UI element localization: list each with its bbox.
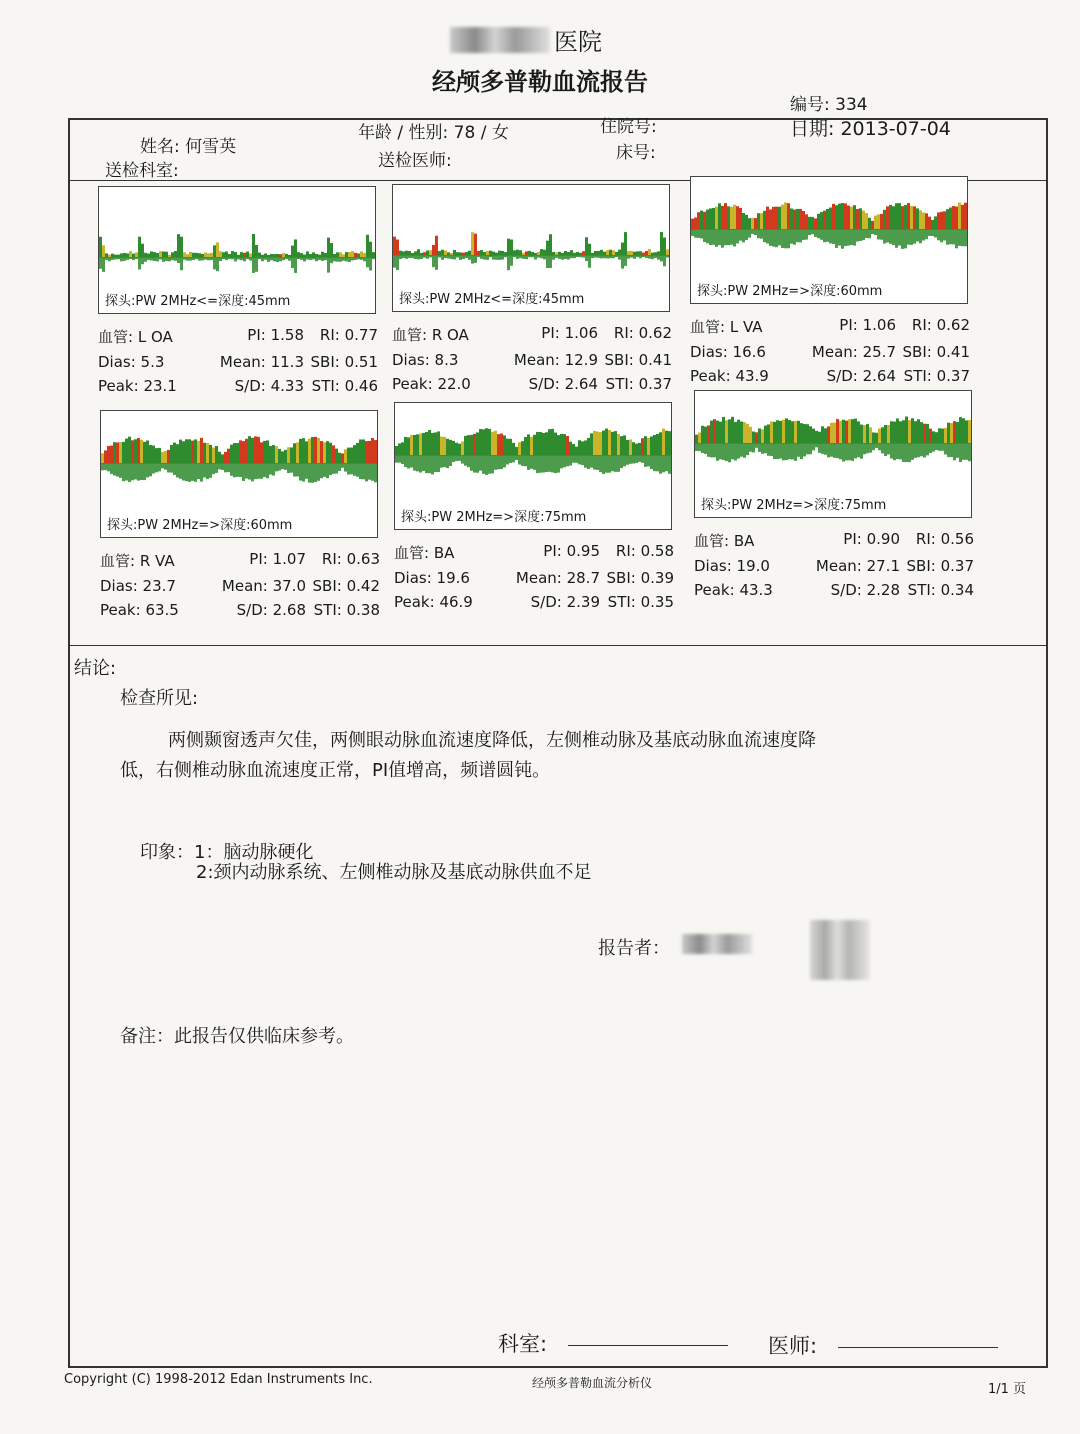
sbi-value: SBI: 0.42 xyxy=(312,577,380,595)
sd-value: S/D: 2.39 xyxy=(530,593,600,611)
measurements xyxy=(98,326,378,395)
impression-1: 1：脑动脉硬化 xyxy=(194,842,314,863)
hospital-suffix: 医院 xyxy=(554,28,602,56)
sti-value: STI: 0.35 xyxy=(607,593,674,611)
measurements xyxy=(100,550,380,619)
dias-value: Dias: 23.7 xyxy=(100,577,176,595)
doppler-waveform xyxy=(100,410,378,538)
vessel-panel xyxy=(100,410,380,619)
doppler-waveform xyxy=(690,176,968,304)
sd-value: S/D: 2.64 xyxy=(826,367,896,385)
findings-line-1: 两侧颞窗透声欠佳，两侧眼动脉血流速度降低，左侧椎动脉及基底动脉血流速度降 xyxy=(168,730,816,751)
dias-value: Dias: 5.3 xyxy=(98,353,165,371)
dept-field: 送检科室: xyxy=(105,161,179,181)
pi-value: PI: 1.06 xyxy=(541,324,598,342)
peak-value: Peak: 43.3 xyxy=(694,581,773,599)
vessel-name: 血管: R VA xyxy=(100,552,175,570)
sd-value: S/D: 4.33 xyxy=(234,377,304,395)
vessel-panel xyxy=(392,184,672,393)
probe-info: 探头:PW 2MHz<=深度:45mm xyxy=(105,294,291,309)
mean-value: Mean: 11.3 xyxy=(219,353,304,371)
probe-info: 探头:PW 2MHz=>深度:75mm xyxy=(701,498,887,513)
ri-value: RI: 0.56 xyxy=(915,530,974,548)
sbi-value: SBI: 0.41 xyxy=(902,343,970,361)
sbi-value: SBI: 0.39 xyxy=(606,569,674,587)
probe-info: 探头:PW 2MHz<=深度:45mm xyxy=(399,292,585,307)
mean-value: Mean: 28.7 xyxy=(515,569,600,587)
findings-line-2: 低，右侧椎动脉血流速度正常，PI值增高，频谱圆钝。 xyxy=(120,760,551,781)
note: 备注：此报告仅供临床参考。 xyxy=(120,1026,354,1047)
pi-value: PI: 1.06 xyxy=(839,316,896,334)
pi-value: PI: 1.58 xyxy=(247,326,304,344)
doppler-waveform xyxy=(394,402,672,530)
doppler-waveform xyxy=(392,184,670,312)
vessel-panel xyxy=(394,402,674,611)
vessel-name: 血管: BA xyxy=(394,544,455,562)
report-date-field: 日期: 2013-07-04 xyxy=(790,118,951,140)
sti-value: STI: 0.38 xyxy=(313,601,380,619)
sd-value: S/D: 2.64 xyxy=(528,375,598,393)
sti-value: STI: 0.37 xyxy=(605,375,672,393)
report-number-field: 编号: 334 xyxy=(790,95,868,115)
sti-value: STI: 0.34 xyxy=(907,581,974,599)
peak-value: Peak: 23.1 xyxy=(98,377,177,395)
measurements xyxy=(394,542,674,611)
dias-value: Dias: 19.0 xyxy=(694,557,770,575)
measurements xyxy=(690,316,970,385)
age-sex-field: 年龄 / 性别: 78 / 女 xyxy=(358,123,509,143)
mean-value: Mean: 25.7 xyxy=(811,343,896,361)
findings-label: 检查所见: xyxy=(120,688,199,709)
ri-value: RI: 0.58 xyxy=(615,542,674,560)
sbi-value: SBI: 0.41 xyxy=(604,351,672,369)
vessel-name: 血管: L VA xyxy=(690,318,763,336)
hospital-name xyxy=(450,22,602,57)
dias-value: Dias: 8.3 xyxy=(392,351,459,369)
ri-value: RI: 0.77 xyxy=(319,326,378,344)
report-title: 经颅多普勒血流报告 xyxy=(432,67,648,96)
conclusion-label: 结论: xyxy=(74,658,117,679)
vessel-panel xyxy=(690,176,970,385)
referring-doctor-field: 送检医师: xyxy=(378,151,452,171)
ri-value: RI: 0.62 xyxy=(911,316,970,334)
peak-value: Peak: 63.5 xyxy=(100,601,179,619)
peak-value: Peak: 46.9 xyxy=(394,593,473,611)
probe-info: 探头:PW 2MHz=>深度:60mm xyxy=(107,518,293,533)
dias-value: Dias: 19.6 xyxy=(394,569,470,587)
impression-2: 2:颈内动脉系统、左侧椎动脉及基底动脉供血不足 xyxy=(196,862,592,883)
ri-value: RI: 0.62 xyxy=(613,324,672,342)
vessel-name: 血管: L OA xyxy=(98,328,173,346)
probe-info: 探头:PW 2MHz=>深度:60mm xyxy=(697,284,883,299)
sbi-value: SBI: 0.51 xyxy=(310,353,378,371)
mean-value: Mean: 12.9 xyxy=(513,351,598,369)
measurements xyxy=(392,324,672,393)
page-number: 1/1 页 xyxy=(988,1382,1027,1397)
vessel-panel xyxy=(694,390,974,599)
probe-info: 探头:PW 2MHz=>深度:75mm xyxy=(401,510,587,525)
patient-name-field: 姓名: 何雪英 xyxy=(140,137,237,157)
pi-value: PI: 0.90 xyxy=(843,530,900,548)
device-name: 经颅多普勒血流分析仪 xyxy=(532,1376,653,1390)
dept-signoff: 科室: xyxy=(498,1328,728,1358)
vessel-name: 血管: R OA xyxy=(392,326,469,344)
sbi-value: SBI: 0.37 xyxy=(906,557,974,575)
panels-divider xyxy=(68,645,1048,646)
sd-value: S/D: 2.68 xyxy=(236,601,306,619)
ri-value: RI: 0.63 xyxy=(321,550,380,568)
bed-number-field: 床号: xyxy=(616,143,656,163)
mean-value: Mean: 37.0 xyxy=(221,577,306,595)
impression-label: 印象：1：脑动脉硬化 xyxy=(140,842,314,863)
doppler-waveform xyxy=(98,186,376,314)
sti-value: STI: 0.37 xyxy=(903,367,970,385)
vessel-panel xyxy=(98,186,378,395)
pi-value: PI: 0.95 xyxy=(543,542,600,560)
redacted-reporter-name xyxy=(682,934,752,954)
measurements xyxy=(694,530,974,599)
redacted-signature xyxy=(810,920,870,980)
mean-value: Mean: 27.1 xyxy=(815,557,900,575)
peak-value: Peak: 22.0 xyxy=(392,375,471,393)
redacted-hospital-name xyxy=(450,27,550,53)
dias-value: Dias: 16.6 xyxy=(690,343,766,361)
doctor-signoff: 医师: xyxy=(768,1330,998,1360)
sd-value: S/D: 2.28 xyxy=(830,581,900,599)
copyright: Copyright (C) 1998-2012 Edan Instruments Inc. xyxy=(64,1372,373,1387)
doppler-waveform xyxy=(694,390,972,518)
sti-value: STI: 0.46 xyxy=(311,377,378,395)
vessel-name: 血管: BA xyxy=(694,532,755,550)
inpatient-number-field: 住院号: xyxy=(600,117,657,137)
pi-value: PI: 1.07 xyxy=(249,550,306,568)
reporter-label: 报告者： xyxy=(598,938,670,959)
peak-value: Peak: 43.9 xyxy=(690,367,769,385)
